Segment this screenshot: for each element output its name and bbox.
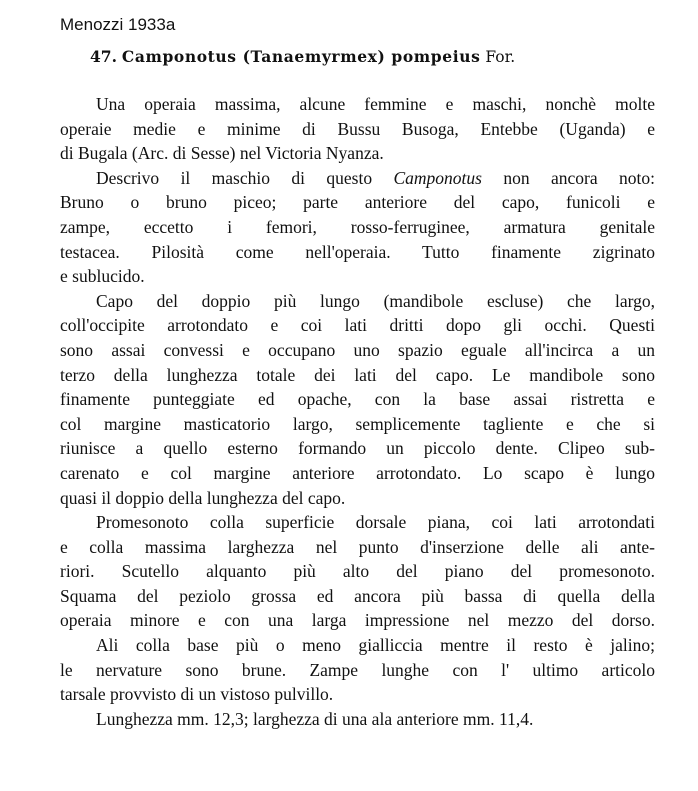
text-line: di Bugala (Arc. di Sesse) nel Victoria Nyanza. <box>60 143 384 164</box>
description-body <box>60 92 660 731</box>
text-line: Promesonoto colla superficie dorsale piana, coi lati arrotondati <box>96 512 655 533</box>
text-line: col margine masticatorio largo, semplicemente tagliente e che si <box>60 413 655 434</box>
text-line: operaie medie e minime di Bussu Busoga, Entebbe (Uganda) e <box>60 118 655 139</box>
text-line: riunisce a quello esterno formando un piccolo dente. Clipeo sub- <box>60 438 655 459</box>
text-line: e sublucido. <box>60 266 145 287</box>
species-author: For. <box>485 48 516 66</box>
text-line: tarsale provvisto di un vistoso pulvillo. <box>60 684 334 705</box>
text-line: zampe, eccetto i femori, rosso-ferruginee, armatura genitale <box>60 216 655 237</box>
text-line: Lunghezza mm. 12,3; larghezza di una ala anteriore mm. 11,4. <box>96 708 534 729</box>
text-line: Bruno o bruno piceo; parte anteriore del capo, funicoli e <box>60 192 655 213</box>
genus-name: Camponotus <box>393 167 482 188</box>
text-line: quasi il doppio della lunghezza del capo. <box>60 487 346 508</box>
text-line: riori. Scutello alquanto più alto del piano del promesonoto. <box>60 561 655 582</box>
text-line: Squama del peziolo grossa ed ancora più bassa di quella della <box>60 585 655 606</box>
text-line: testacea. Pilosità come nell'operaia. Tutto finamente zigrinato <box>60 241 655 262</box>
text-line: coll'occipite arrotondato e coi lati dritti dopo gli occhi. Questi <box>60 315 655 336</box>
text-line: carenato e col margine anteriore arrotondato. Lo scapo è lungo <box>60 462 655 483</box>
text-line: Capo del doppio più lungo (mandibole escluse) che largo, <box>96 290 655 311</box>
text-line: Ali colla base più o meno gialliccia mentre il resto è jalino; <box>96 635 655 656</box>
text-line: Una operaia massima, alcune femmine e maschi, nonchè molte <box>96 94 655 114</box>
text-line: sono assai convessi e occupano uno spazio eguale all'incirca a un <box>60 339 655 360</box>
species-heading <box>90 46 515 68</box>
text-line: e colla massima larghezza nel punto d'inserzione delle ali ante- <box>60 536 655 557</box>
text-line-italic-term <box>60 166 655 191</box>
citation-label: Menozzi 1933a <box>60 15 176 34</box>
text-line: finamente punteggiate ed opache, con la base assai ristretta e <box>60 389 655 410</box>
species-taxon: Camponotus (Tanaemyrmex) pompeius <box>121 47 481 66</box>
text-fragment: non ancora noto: <box>481 167 655 188</box>
species-number: 47. <box>90 47 117 66</box>
text-line: operaia minore e con una larga impressione nel mezzo del dorso. <box>60 610 655 631</box>
text-line: terzo della lunghezza totale dei lati del capo. Le mandibole sono <box>60 364 655 385</box>
text-line: le nervature sono brune. Zampe lunghe con l' ultimo articolo <box>60 659 655 680</box>
text-fragment: Descrivo il maschio di questo <box>96 167 394 188</box>
